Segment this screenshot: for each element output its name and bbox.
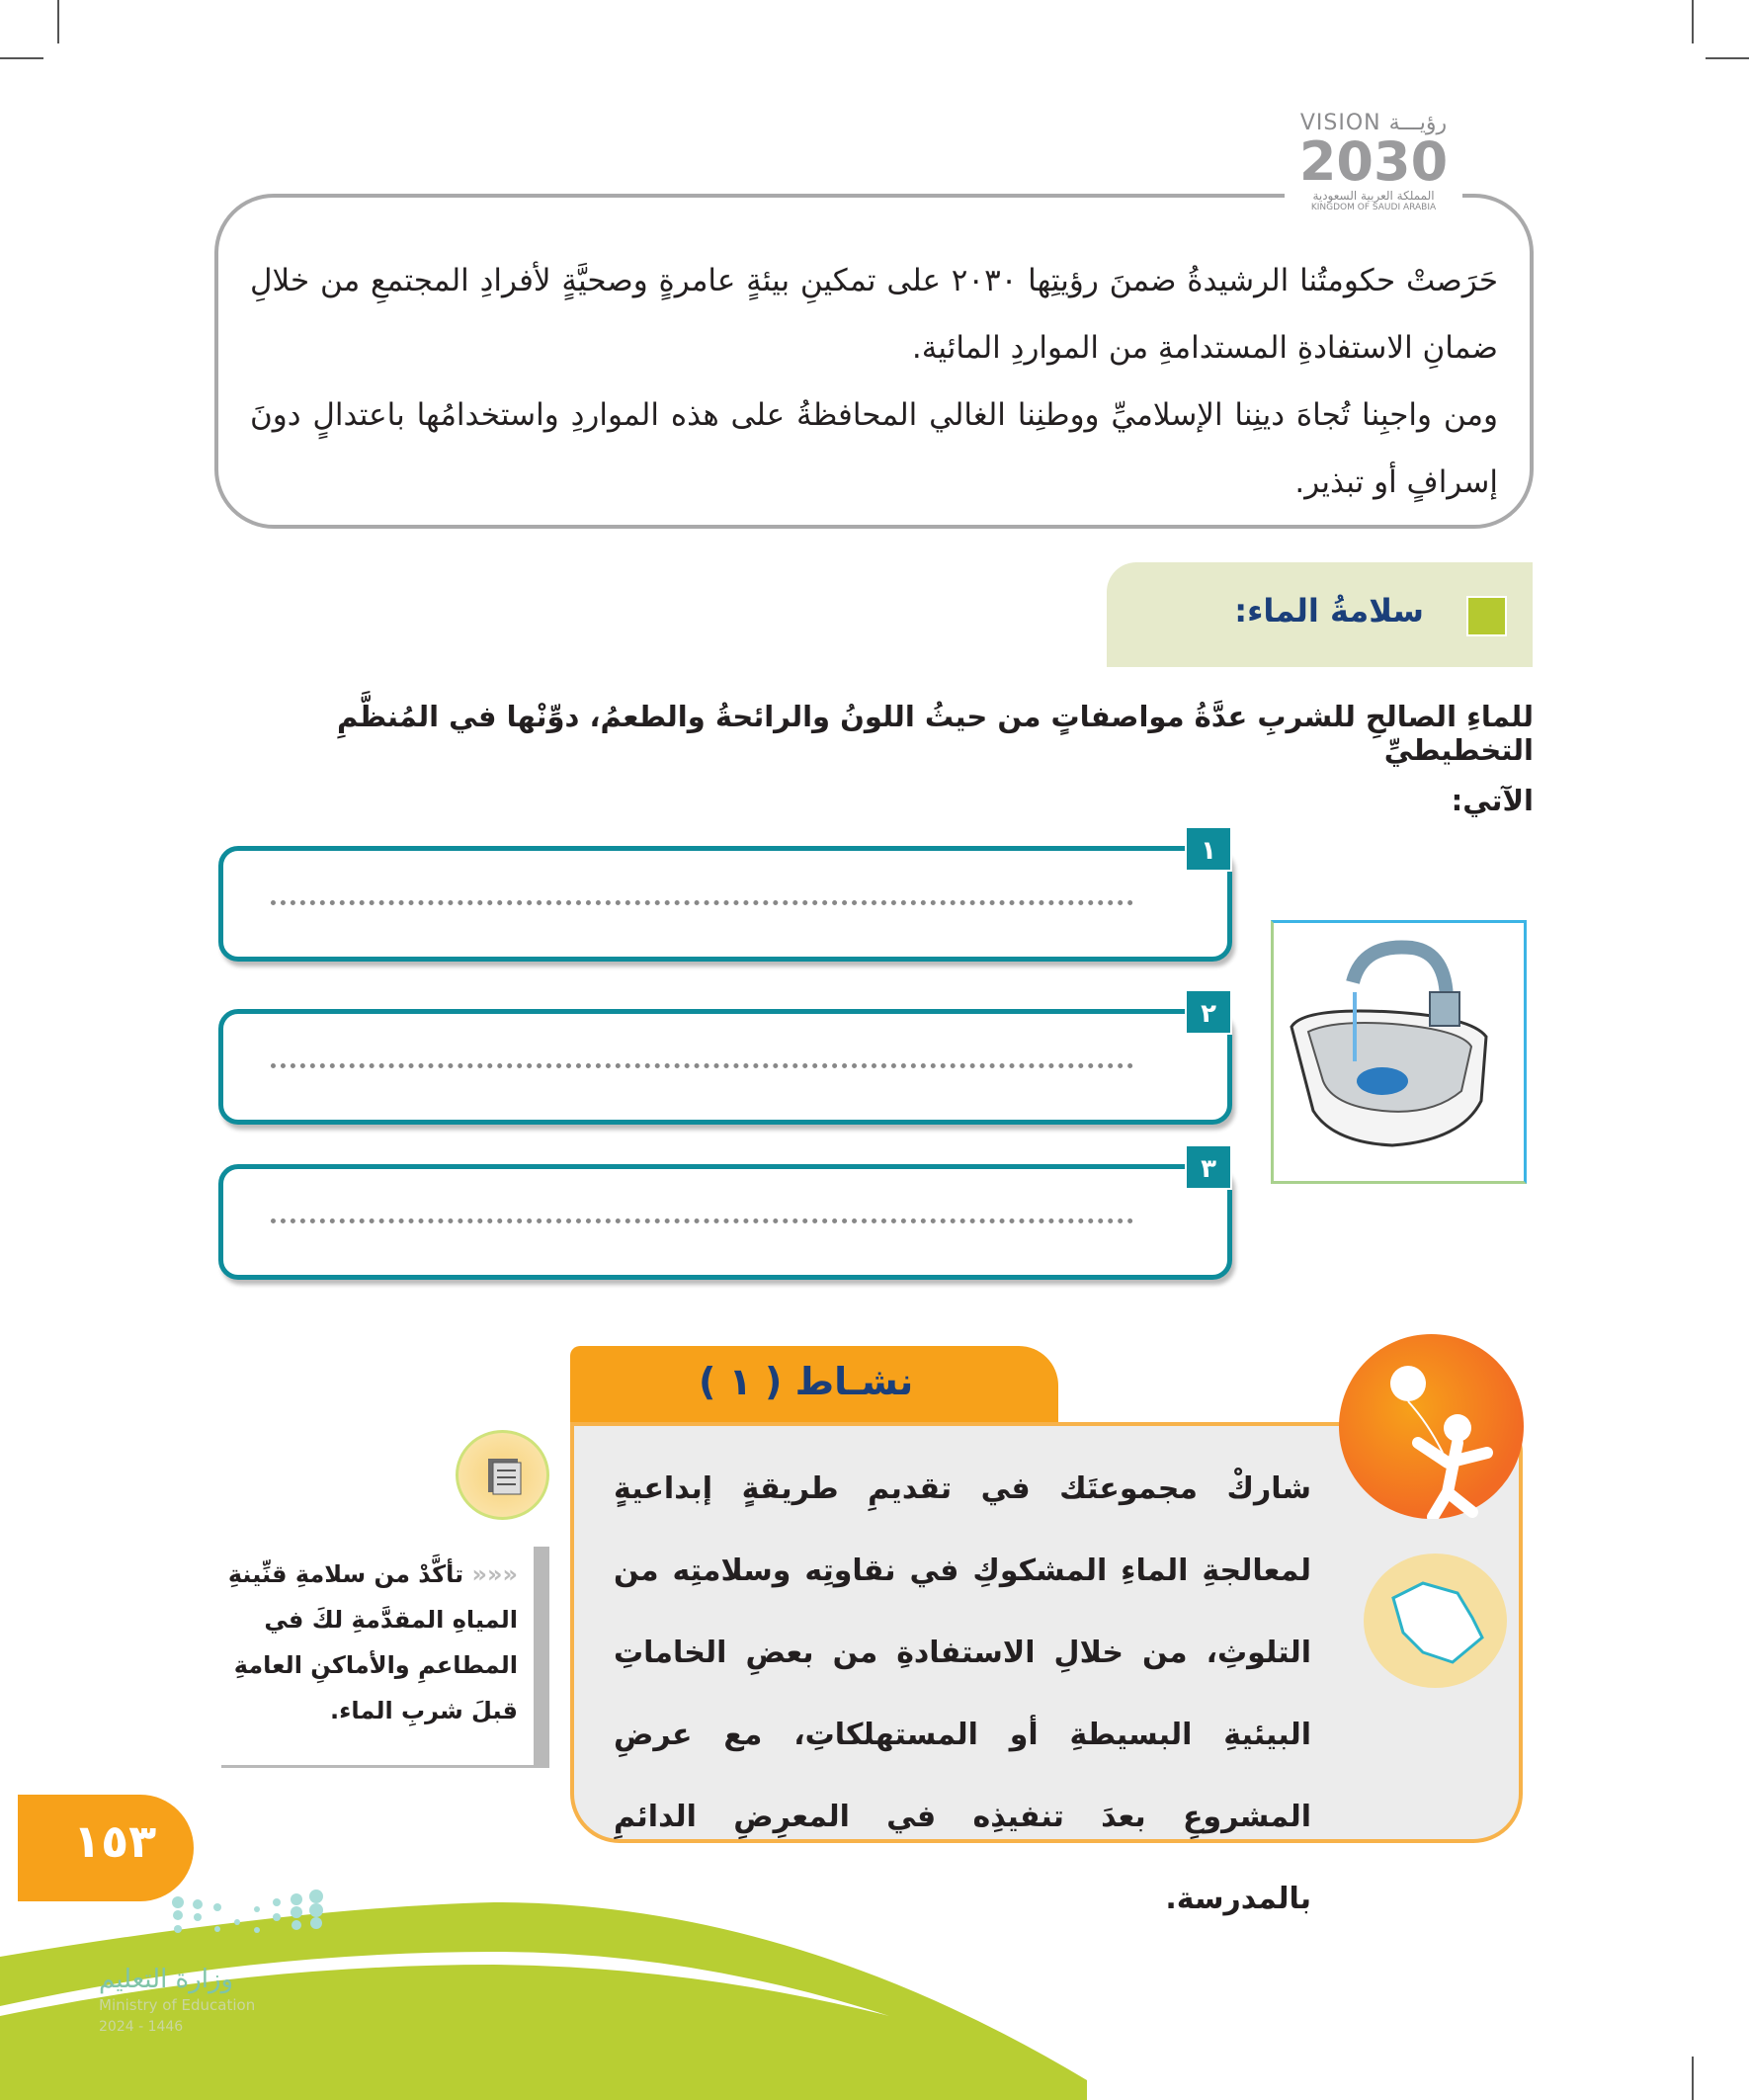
- ministry-logo-en: Ministry of Education: [99, 1996, 256, 2014]
- notes-icon: [456, 1430, 549, 1520]
- ministry-logo-ar: وزارة التعليم: [99, 1965, 234, 1994]
- answer-line: [271, 1218, 1133, 1223]
- safety-note: [221, 1552, 518, 1733]
- crop-mark: [57, 0, 59, 43]
- note-side-bar: [534, 1547, 549, 1768]
- sink-image: [1271, 920, 1527, 1184]
- answer-box-2[interactable]: [218, 1009, 1232, 1125]
- item-number-1: ١: [1185, 826, 1232, 872]
- note-bottom-line: [221, 1765, 538, 1768]
- logo-vision-label: VISION رؤيـــة: [1299, 111, 1448, 135]
- page-number: ١٥٣: [73, 1814, 157, 1868]
- ministry-year: 2024 - 1446: [99, 2019, 184, 2035]
- vision-2030-logo: [1285, 111, 1462, 225]
- activity-text: شاركْ مجموعتَك في تقديمِ طريقةٍ إبداعيةٍ لمعالجةِ الماءِ المشكوكِ في نقاوتِه وسلامتِه من التلوثِ، من خلالِ الاستفادةِ من بعضِ الخاماتِ البيئيةِ البسيطةِ أو المستهلكاتِ، مع عرضِ المشروعِ بعدَ تنفيذِه في المعرِضِ الدائمِ بالمدرسة.: [614, 1471, 1311, 1916]
- page-number-badge: [18, 1795, 194, 1901]
- crop-mark: [0, 57, 43, 59]
- answer-box-1[interactable]: [218, 846, 1232, 962]
- quote-mark-icon: «««: [471, 1560, 518, 1588]
- answer-line: [271, 900, 1133, 905]
- logo-year: 2030: [1298, 130, 1449, 193]
- section-title: سلامةُ الماء:: [1234, 592, 1424, 630]
- answer-box-3[interactable]: [218, 1164, 1232, 1280]
- activity-child-balloon-icon: [1339, 1334, 1524, 1519]
- item-number-2: ٢: [1185, 989, 1232, 1035]
- intro-paragraph-1: حَرَصتْ حكومتُنا الرشيدةُ ضمنَ رؤيتِها ٢٠٣٠ على تمكينِ بيئةٍ عامرةٍ وصحيَّةٍ لأفرادِ المجتمعِ من خلالِ ضمانِ الاستفادةِ المستدامةِ من المواردِ المائية.: [250, 263, 1498, 366]
- logo-country-ar: المملكة العربية السعودية: [1312, 189, 1435, 203]
- section-header: [1107, 562, 1533, 667]
- answer-line: [271, 1063, 1133, 1068]
- intro-paragraph-2: ومن واجبِنا تُجاهَ دينِنا الإسلاميِّ ووطنِنا الغالي المحافظةُ على هذه المواردِ واستخدامُها باعتدالٍ دونَ إسرافٍ أو تبذير.: [250, 397, 1498, 500]
- item-number-3: ٣: [1185, 1144, 1232, 1190]
- instruction-line-1: للماءِ الصالحِ للشربِ عدَّةُ مواصفاتٍ من حيثُ اللونُ والرائحةُ والطعمُ، دوِّنْها في المُنظَّمِ التخطيطيِّ: [336, 700, 1534, 767]
- instruction-line-2: الآتي:: [1451, 784, 1534, 817]
- crop-mark: [1706, 57, 1749, 59]
- section-square-icon: [1466, 596, 1507, 636]
- logo-country-en: KINGDOM OF SAUDI ARABIA: [1310, 203, 1437, 212]
- activity-title: نشـاط ( ١ ): [699, 1360, 914, 1403]
- footer-wave: [0, 1858, 1749, 2100]
- safety-note-text: تأكَّدْ من سلامةِ قنِّينةِ المياهِ المقدَّمةِ لكَ في المطاعمِ والأماكنِ العامةِ قبلَ شربِ الماء.: [227, 1560, 518, 1724]
- intro-box: [214, 194, 1534, 529]
- crop-mark: [1692, 0, 1694, 43]
- saudi-map-icon: [1364, 1554, 1507, 1688]
